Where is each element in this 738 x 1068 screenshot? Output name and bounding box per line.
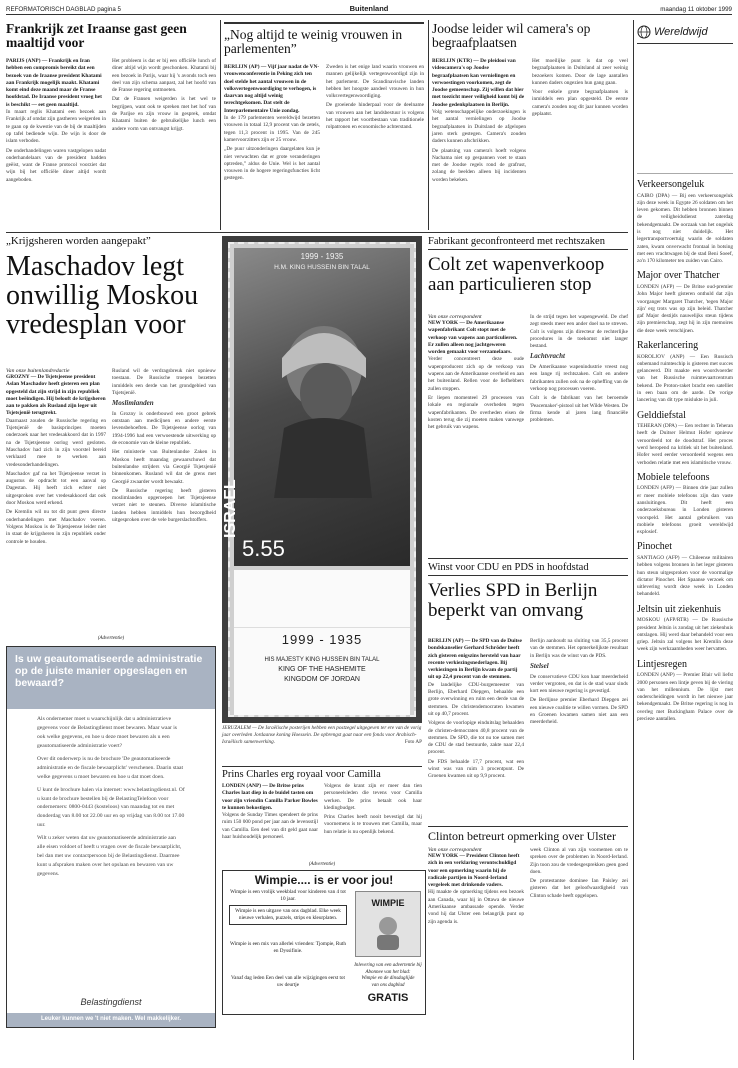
lead: GROZNY — De Tsjetsjeense president Aslan Maschadov heeft gisteren een plan opgesteld dat zijn strijd in zijn republiek moet beëindigen. Hij belooft de krijgsheren aan te pakken als Rusland zijn leger uit Tsjetsjenië terugtrekt. xyxy=(6,374,106,417)
ad-features: Wimpie is een mix van allerlei vrienden: Tjompie, Ruth en Dyssifinie. xyxy=(230,941,346,955)
paragraph: Berlijn aanhoudt na sluiting van 35,5 procent van de stemmen. Het opmerkelijkste resultaat in Berlijn was de winst van de PDS. xyxy=(530,638,628,659)
headline[interactable]: Verlies SPD in Berlijn beperkt van omvang xyxy=(428,580,598,621)
world-news-title: Verkeersongeluk xyxy=(637,179,705,190)
stamp-years-bottom: 1999 - 1935 xyxy=(281,632,363,647)
ad-headline: Is uw geautomatiseerde administratie op de juiste manier opgeslagen en bewaard? xyxy=(15,653,203,690)
cartoon-figure-icon xyxy=(363,912,413,952)
ad-label: (Advertentie) xyxy=(97,636,125,641)
ad-bottom-text: Vanaf dag leden Een deel van alle wijzigingen eerst tot uw deurtje xyxy=(231,975,345,989)
headline[interactable]: Frankrijk zet Iraanse gast geen maaltijd voor xyxy=(6,21,187,51)
paragraph: Wilt u zeker weten dat uw geautomatiseerde administratie aan alle eisen voldoet of heeft u vragen over de fiscale bewaarplicht, bel dan met uw contactpersoon bij de Belastingdienst. Daarmee kunt u afspraken maken over het opslaan en bewaren van uw gegevens. xyxy=(37,835,182,877)
world-news-list xyxy=(637,180,733,723)
paragraph: De Kremlin wil nu tot dit punt geen directe onderhandelingen met Maschadov voeren. Volgens Moskou is de Tsjetsjeense leider niet in staat de krijgsheren in zijn republiek onder controle te houden. xyxy=(6,509,106,545)
paragraph: Volgens de Sunday Times spendeert de prins ruim 150 000 pond per jaar aan de levensstijl van Camilla. Een deel van dit geld gaat naar haar huishoudelijk personeel. xyxy=(222,812,318,841)
world-news-title: Major over Thatcher xyxy=(637,270,720,282)
article-vrouwen xyxy=(224,22,424,227)
ad-title: Wimpie.... is er voor jou! xyxy=(254,873,394,887)
stamp-frame xyxy=(222,242,416,717)
article-spd xyxy=(428,562,628,822)
article-joodse-leider xyxy=(432,22,628,227)
world-news-text: LONDEN (ANP) — Premier Blair wil liefst 2000 personen een lintje geven bij de viering van het millennium. De lijst met onderscheidingen wordt in het nieuwe jaar bekendgemaakt. De Britse regering is nog in overleg met Buckingham Palace over de precieze aantallen. xyxy=(637,672,733,723)
paragraph: In maart reglis Khatami een bezoek aan Frankrijk af omdat zijn gastheren weigerden in te gaan op de kwestie van de bij de maaltijden op tafel bediende wijn. De wijn is door de islam verboden. xyxy=(6,109,106,145)
subheading: Lachtvracht xyxy=(530,352,565,361)
world-news-text: LONDEN (AFP) — Binnen drie jaar zullen er meer mobiele telefoons zijn dan vaste aansluitingen. Dit heeft een onderzoeksbureau in Londen gisteren voorspeld. Het aantal gebruikers van mobiele telefoons groeit wereldwijd explosief. xyxy=(637,485,733,536)
paper-name: REFORMATORISCH DAGBLAD pagina 5 xyxy=(6,6,121,13)
paragraph: In de 179 parlementen wereldwijd bezetten vrouwen in totaal 12,9 procent van de zetels, tegen 11,3 procent in 1995. Van de 245 kamervoorzitters zijn er 25 vrouw. xyxy=(224,115,320,143)
stamp-line-1: HIS MAJESTY KING HUSSEIN BIN TALAL xyxy=(264,657,380,663)
paragraph: De groeiende hinderpaal voor de deelname van vrouwen aan het landsbestuur is volgens het rapport het voortbestaan van traditionele rolpatronen en economische achterstand. xyxy=(326,102,424,131)
stamp-text-panel xyxy=(234,570,410,715)
byline: Van onze buitenlandredactie xyxy=(6,368,70,374)
world-news-item[interactable] xyxy=(637,180,733,265)
subheading: Moslimlanden xyxy=(112,399,154,408)
paragraph: De Berlijnse premier Eberhard Diepgen zei een nieuwe coalitie te willen vormen. De SPD en Groenen kwamen samen niet aan een meerderheid. xyxy=(530,697,628,726)
world-news-text: MOSKOU (AFP/RTR) — De Russische president Jeltsin is zondag uit het ziekenhuis ontslagen. Hij werd daar behandeld voor een griep. Jeltsin zal volgens het Kremlin deze week zijn werkzaamheden weer hervatten. xyxy=(637,617,733,653)
headline[interactable]: Prins Charles erg royaal voor Camilla xyxy=(222,769,381,780)
ad-intro: Wimpie is een vrolijk weekblad voor kinderen van 4 tot 10 jaar. xyxy=(230,889,346,903)
paragraph: Het probleem is dat er bij een officiële lunch of diner altijd wijn wordt geschonken. Khatami bij een bezoek in Parijs, waar hij 's avonds toch een deel van zijn schema aanpast, zal het hoofd van de Franse regering ontmoeten. xyxy=(112,58,216,94)
paragraph: Het moeilijke punt is dat op veel begraafplaatsen in Duitsland al zeer weinig bezoekers komen. Door de lage aantallen kunnen daders ongezien hun gang gaan. xyxy=(532,58,628,86)
paragraph: Prins Charles heeft nooit bevestigd dat hij voornemens is te trouwen met Camilla, maar hun relatie is nu openlijk bekend. xyxy=(324,814,422,835)
world-news-item[interactable] xyxy=(637,473,733,537)
paragraph: De conservatieve CDU kon haar meerderheid verder vergroten, en dat is de stad waar sinds kort een nieuwe regering is gevestigd. xyxy=(530,673,628,695)
article-camilla xyxy=(222,766,422,860)
ad-slogan: Leuker kunnen we 't niet maken. Wel makkelijker. xyxy=(7,1013,215,1027)
world-news-text: TEHERAN (DPA) — Een rechter in Teheran heeft de Duitser Helmut Hofer opnieuw veroordeeld tot de doodstraf. Het proces werd heropend na kritiek uit het buitenland. Hofer werd eerder veroordeeld wegens een verboden relatie met een islamitische vrouw. xyxy=(637,423,733,466)
kicker: Winst voor CDU en PDS in hoofdstad xyxy=(428,562,628,576)
paragraph: De Amerikaanse wapenindustrie vreest nog een lange rij rechtszaken. Colt en andere fabrikanten zullen ook na de opheffing van de verkoop nog processen voeren. xyxy=(530,364,628,393)
ad-body xyxy=(7,709,215,879)
stamp-script-area xyxy=(234,570,410,628)
stamp-line-2: KING OF THE HASHEMITE xyxy=(278,666,366,673)
world-news-title: Rakerlancering xyxy=(637,340,699,352)
world-news-title: Jeltsin uit ziekenhuis xyxy=(637,603,721,615)
headline[interactable]: Maschadov legt onwillig Moskou vredesplan voor xyxy=(6,250,199,341)
article-clinton xyxy=(428,826,628,1026)
paragraph: Daarnaast zouden de Russische regering en Tsjetsjenië de basisprincipes moeten onderzoek naar het vredesakkoord dat in 1997 na de Tsjetsjeense oorlog werd gesloten. Maschadov had zich in zijn voorstel bereid verklaard mee te werken aan vredesonderhandelingen. xyxy=(6,417,106,468)
lead: BERLIJN (AP) — De SPD van de Duitse bondskanselier Gerhard Schröder heeft zich gisteren enigszins hersteld van haar recente verkiezingsnederlagen. Bij verkiezingen in Berlijn kwam de partij uit op 22,4 procent van de stemmen. xyxy=(428,638,522,681)
paragraph: U kunt de brochure halen via internet: www.belastingdienst.nl. Of u kunt de brochure bestellen bij de BelastingTelefoon voor ondernemers: 0800-0443 (kosteloos) van maandag tot en met donderdag van 8.00 tot 22.00 uur en op vrijdag van 8.00 tot 17.00 uur. xyxy=(37,786,185,829)
article-frankrijk xyxy=(6,22,216,227)
paragraph: Verder concentreert deze oude wapenproducent zich op de verkoop van wapens aan de Amerikaanse overheid en aan het buitenland. Rellen voor de liefhebbers zullen stoppen. xyxy=(428,356,524,392)
paragraph: De landelijke CDU-burgemeester van Berlijn, Eberhard Diepgen, behaalde een grote overwinning en ruim een derde van de stemmen. De christendemocraten kwamen uit op 40,7 procent. xyxy=(428,681,524,717)
headline[interactable]: Clinton betreurt opmerking over Ulster xyxy=(428,829,616,843)
page-header xyxy=(6,4,732,15)
stamp-top-caption: H.M. KING HUSSEIN BIN TALAL xyxy=(274,264,370,271)
lead: BERLIJN (KTR) — De pleidooi van videocamera's op Joodse begraafplaatsen kan vernielingen en verwoestingen voorkomen, zegt de Joodse gemeenschap. Zij willen dat hier met toezicht meer veiligheid komt bij de Joodse gedenkplaatsen in Berlijn. xyxy=(432,58,525,108)
world-news-text: LONDEN (AFP) — De Britse oud-premier John Major heeft gisteren onthuld dat zijn voorganger Margaret Thatcher, 'tegen Major zijn' erg trots was op zijn beleid. Thatcher gaf Major destijds nauwelijks steun tijdens zijn premierschap, zegt hij in zijn memoires die deze week verschijnen. xyxy=(637,283,733,334)
paragraph: In de strijd tegen het wapengeweld. De chef zegt steeds meer een ander doel na te streven. Colt is volgens zijn directeur de rechterlijke procedures in de toekomst niet langer bestand. xyxy=(530,314,628,350)
wimpie-advertisement[interactable] xyxy=(222,870,426,1015)
lead: NEW YORK — President Clinton heeft zich in een verklaring verontschuldigd voor een opmerking waarin hij de radicale partijen in Noord-Ierland vergeleek met drinkende vaders. xyxy=(428,853,520,889)
paragraph: De onderhandelingen waren vastgelopen nadat onderhandelaars van de president hadden geëist, want de Franse protocol voorziet dat wijn bij het officiële diner altijd wordt aangeboden. xyxy=(6,147,106,183)
world-news-item[interactable] xyxy=(637,605,733,654)
stamp-photo[interactable] xyxy=(222,236,422,723)
stamp-years-top: 1999 - 1935 xyxy=(300,252,344,261)
world-news-text: KOROLJOV (ANP) — Een Russisch onbemand ruimteschip is gisteren met succes gelanceerd. Dit maakte een woordvoerder van het Russische ruimtevaartcentrum bekend. De Proton-raket bracht een satelliet in een baan om de aarde. De vorige lancering van dit type mislukte in juli. xyxy=(637,353,733,404)
ad-brand: Belastingdienst xyxy=(80,997,142,1007)
world-news-item[interactable] xyxy=(637,411,733,467)
paragraph: Colt is de fabrikant van het beroemde 'Peacemaker'-pistool uit het Wilde Westen. De firma kende al jaren lang financiële problemen. xyxy=(530,395,628,424)
headline[interactable]: Colt zet wapenverkoop aan particulieren stop xyxy=(428,254,605,295)
issue-date: maandag 11 oktober 1999 xyxy=(660,6,732,13)
world-news-text: SANTIAGO (AFP) — Chileense militairen hebben volgens bronnen in het leger gisteren hun steun uitgesproken voor de voormalige dictator Pinochet. Het Spaanse verzoek om uitlevering wordt deze week in Londen behandeld. xyxy=(637,554,733,598)
byline: Van onze correspondent xyxy=(428,847,482,853)
subheading: Stelsel xyxy=(530,661,549,670)
globe-icon xyxy=(637,25,651,39)
paragraph: Rusland wil de verdragsbreuk niet opnieuw toestaan. De Russische troepen bezetten inmiddels een derde van het grondgebied van Tsjetsjenië. xyxy=(112,368,216,396)
world-news-title: Mobiele telefoons xyxy=(637,471,710,483)
paragraph: Volgens de voorlopige einduitslag behaalden de christen-democraten 40,8 procent van de stemmen. De SPD, die tot nu toe samen met de CDU de stad bestuurde, zakte naar 22,4 procent. xyxy=(428,720,524,756)
paragraph: De protestantse dominee Ian Paisley zei gisteren dat het geloofwaardigheid van Clinton schade heeft opgelopen. xyxy=(530,878,628,899)
paragraph: Hij maakte de opmerking tijdens een bezoek aan Canada, waar hij in Ottawa de nieuwe Amerikaanse ambassade opende. Verder vond hij dat Ulster een belangrijk punt op zijn agenda is. xyxy=(428,889,524,925)
ad-header xyxy=(7,647,215,709)
lead: BERLIJN (AP) — Vijf jaar nadat de VN-vrouwenconferentie in Peking zich ten doel stelde het aantal vrouwen in de volksvertegenwoordiging te verhogen, is daarvan nog altijd weinig terechtgekomen. Dat stelt de Interparlementaire Unie zondag. xyxy=(224,64,320,114)
paragraph: Dat de Fransen weigerden is het wel te begrijpen, want ook te spreken met het hof van de Parijse en zijn vrouw in gesprek, omdat Khatami buiten de gebruikelijke lunch een andere vorm van ontvangst krijgt. xyxy=(112,96,216,132)
gratis-label: GRATIS xyxy=(367,992,409,1004)
kicker: „Krijgsheren worden aangepakt” xyxy=(6,235,151,247)
cover-title: WIMPIE xyxy=(371,898,405,908)
king-portrait-illustration xyxy=(254,298,374,498)
paragraph: De FDS behaalde 17,7 procent, wat een winst was van ruim 3 procentpunt. De Groenen kwamen uit op 9,9 procent. xyxy=(428,758,524,780)
world-news-title: Gelddiefstal xyxy=(637,409,686,421)
world-news-item[interactable] xyxy=(637,271,733,335)
article-colt xyxy=(428,236,628,556)
paragraph: Maschadov gaf na het Tsjetsjeense verzet in augustus de opdracht tot een aanval op Dagestan. Hij heeft zich echter niet uitgesproken over het vredesakkoord dat ook door Moskou werd erkend. xyxy=(6,470,106,507)
paragraph: „De puur uitzonderingen daargelaten kun je niet verwachten dat er grote veranderingen optreden,” aldus de Unie. Wel is het aantal vrouwen in de hogere regeringsfuncties licht gestegen. xyxy=(224,146,320,182)
stamp-portrait xyxy=(222,248,410,566)
section-title: Buitenland xyxy=(349,4,389,13)
paragraph: Zweden is het enige land waarin vrouwen en mannen gelijkelijk vertegenwoordigd zijn in het parlement. De Scandinavische landen hebben het hoogste aandeel vrouwen in hun volksvertegenwoordiging. xyxy=(326,64,424,100)
paragraph: Volgens de krant zijn er meer dan tien personeelsleden die tevens voor Camilla werken. De prins betaalt ook haar kledingbudget. xyxy=(324,783,422,811)
wereldwijd-logo: Wereldwijd xyxy=(637,20,733,44)
paragraph: week Clinton al van zijn voornemen om te spreken over de problemen in Noord-Ierland. Zijn toon zou de vredesgesprekken geen goed doen. xyxy=(530,847,628,875)
paragraph: De plaatsing van camera's hoeft volgens Nachama niet op gespannen voet te staan met de Joodse regels rond de grafrust, zolang de beelden alleen bij incidenten worden bekeken. xyxy=(432,147,526,183)
stamp-value: 5.55 xyxy=(242,536,285,561)
lead: PARIJS (ANP) — Frankrijk en Iran hebben een compromis bereikt dat een bezoek van de Iraanse president Khatami aan Frankrijk mogelijk maakt. Khatami komt eind deze maand maar de Franse hoofdstad. De Iraanse president vroeg het is beschikt — eet geen maaltijd. xyxy=(6,58,102,108)
ad-box-text: Wimpie is een uitgave van ons dagblad. Elke week nieuwe verhalen, puzzels, strips en kleurplaten. xyxy=(229,905,347,925)
kicker: Fabrikant geconfronteerd met rechtszaken xyxy=(428,236,628,250)
byline: Van onze correspondent xyxy=(428,314,482,320)
stamp-country: ISRAEL xyxy=(222,479,239,538)
paragraph: Er liepen momenteel 29 processen van lokale en regionale overheden tegen wapenfabrikanten. De overheden eisen de kosten terug die zij moeten maken vanwege het gebruik van wapens. xyxy=(428,394,524,431)
headline[interactable]: „Nog altijd te weinig vrouwen in parlementen” xyxy=(224,27,403,57)
wimpie-magazine-cover xyxy=(355,891,421,957)
headline[interactable]: Joodse leider wil camera's op begraafplaatsen xyxy=(432,21,591,51)
photo-credit: Foto AP xyxy=(404,739,422,746)
world-news-item[interactable] xyxy=(637,542,733,598)
stamp-caption: JERUZALEM — De Israëlische posterijen hebben een postzegel uitgegeven ter ere van de vorig jaar overleden Jordaanse koning Hoessein. De opbrengst gaat naar een fonds voor Arabisch-Israëlisch samenwerking. Foto AP xyxy=(222,725,422,746)
wereldwijd-column xyxy=(637,20,733,1060)
world-news-item[interactable] xyxy=(637,341,733,405)
world-news-title: Pinochet xyxy=(637,541,672,553)
lead: NEW YORK — De Amerikaanse wapenfabrikant Colt stopt met de verkoop van wapens aan particulieren. Er zullen alleen nog jachtgeweren worden gemaakt voor verzamelaars. xyxy=(428,320,518,356)
paragraph: In Grozny is onderbouwd een groot gebrek ontstaan aan medicijnen en andere eerste levensbehoeften. De Tsjetsjeense oorlog van 1994-1996 had een verwoestende uitwerking op de economie van de kleine republiek. xyxy=(112,410,216,447)
world-news-item[interactable] xyxy=(637,660,733,724)
stamp-line-3: KINGDOM OF JORDAN xyxy=(284,676,360,683)
world-news-title: Lintjesregen xyxy=(637,658,687,670)
column-spacer xyxy=(637,44,733,174)
lead: LONDEN (ANP) — De Britse prins Charles laat diep in de buidel tasten om voor zijn vriendin Camilla Parker Bowles te kunnen bekostigen. xyxy=(222,783,318,811)
world-news-text: CAIRO (DPA) — Bij een verkeersongeluk zijn deze week in Egypte 26 soldaten om het leven gekomen. Dit hebben bronnen binnen de veiligheidsdienst zaterdag bekendgemaakt. De oorzaak van het ongeluk is nog niet duidelijk. Het legertransportvoertuig waarin de soldaten zaten, kwam onverwacht frontaal in botsing met een vrachtwagen bij de stad Beni Soeef, zo'n 170 kilometer ten zuiden van Cairo. xyxy=(637,192,733,265)
ad-free-offer: Inlevering van een advertentie bij Abonnee van het blad: Wimpie en de dinsdaglijde van ons dagblad GRATIS xyxy=(354,963,422,1004)
paragraph: De Russische regering heeft gisteren moslimlanden opgeroepen het Tsjetsjeense verzet niet te steunen. Diverse islamitische landen hebben inmiddels hun bezorgdheid uitgesproken over de vele burgerslachtoffers. xyxy=(112,487,216,523)
paragraph: Volg wetenschappelijke onderzoekingen is het aantal vernielingen op Joodse begraafplaatsen in Duitsland de afgelopen jaren sterk gestegen. Camera's zouden daders kunnen afschrikken. xyxy=(432,109,526,145)
ad-label: (Advertentie) xyxy=(308,862,336,867)
paragraph: Als ondernemer moet u waarschijnlijk dat u administratieve gegevens voor de Belastingdienst moet bewaren. Maar waar is ook welke gegevens, en hoe u deze moet bewaren als u een geautomatiseerde administratie voert? xyxy=(37,716,177,749)
article-maschadov xyxy=(6,236,216,632)
paragraph: Over dit onderwerp is nu de brochure 'De geautomatiseerde administratie en de fiscale bewaarplicht' verschenen. Daarin staat welke gegevens u moet bewaren en hoe u dat moet doen. xyxy=(37,755,184,780)
paragraph: Voor enkele grote begraafplaatsen is inmiddels een plan opgesteld. De eerste camera's zouden nog dit jaar kunnen worden geplaatst. xyxy=(532,89,628,118)
paragraph: Het ministerie van Buitenlandse Zaken in Moskou heeft maandag gewaarschuwd dat buitenlandse strijders via Georgië Tsjetsjenië binnenkomen. Rusland wil dat de grens met Georgië zwaarder wordt bewaakt. xyxy=(112,449,216,485)
belastingdienst-advertisement[interactable] xyxy=(6,646,216,1028)
